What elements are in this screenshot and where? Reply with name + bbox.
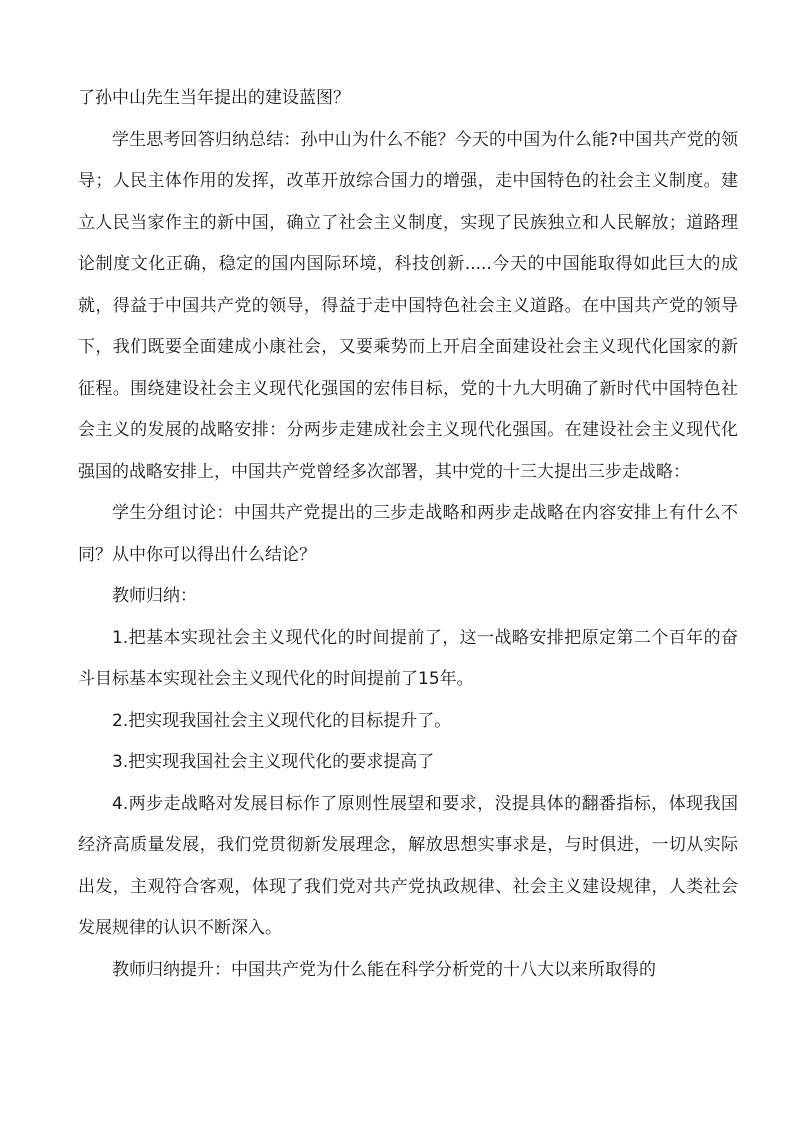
list-item-3: 3.把实现我国社会主义现代化的要求提高了 (112, 752, 435, 772)
list-item-1: 1.把基本实现社会主义现代化的时间提前了，这一战略安排把原定第二个百年的奋斗目标基本实现社会主义现代化的时间提前了15年。 (78, 627, 738, 689)
list-item-4: 4.两步走战略对发展目标作了原则性展望和要求，没提具体的翻番指标，体现我国经济高质量发展，我们党贯彻新发展理念，解放思想实事求是，与时俱进，一切从实际出发，主观符合客观，体现了我们党对共产党执政规律、社会主义建设规律，人类社会发展规律的认识不断深入。 (78, 793, 738, 938)
paragraph-student-summary: 学生思考回答归纳总结：孙中山为什么不能？今天的中国为什么能?中国共产党的领导；人民主体作用的发挥，改革开放综合国力的增强，走中国特色的社会主义制度。建立人民当家作主的新中国，确立了社会主义制度，实现了民族独立和人民解放；道路理论制度文化正确，稳定的国内国际环境，科技创新.....今天的中国能取得如此巨大的成就，得益于中国共产党的领导，得益于走中国特色社会主义道路。在中国共产党的领导下，我们既要全面建成小康社会，又要乘势而上开启全面建设社会主义现代化国家的新征程。围绕建设社会主义现代化强国的宏伟目标，党的十九大明确了新时代中国特色社会主义的发展的战略安排：分两步走建成社会主义现代化强国。在建设社会主义现代化强国的战略安排上，中国共产党曾经多次部署，其中党的十三大提出三步走战略： (78, 129, 738, 482)
list-item-2: 2.把实现我国社会主义现代化的目标提升了。 (112, 710, 452, 731)
paragraph-teacher-conclusion-heading: 教师归纳： (112, 586, 197, 606)
paragraph-group-discussion: 学生分组讨论：中国共产党提出的三步走战略和两步走战略在内容安排上有什么不同？从中你可以得出什么结论？ (78, 503, 738, 565)
document-page (78, 78, 738, 991)
paragraph-continuation: 了孙中山先生当年提出的建设蓝图？ (78, 88, 350, 108)
paragraph-teacher-elevation: 教师归纳提升：中国共产党为什么能在科学分析党的十八大以来所取得的 (112, 959, 656, 980)
